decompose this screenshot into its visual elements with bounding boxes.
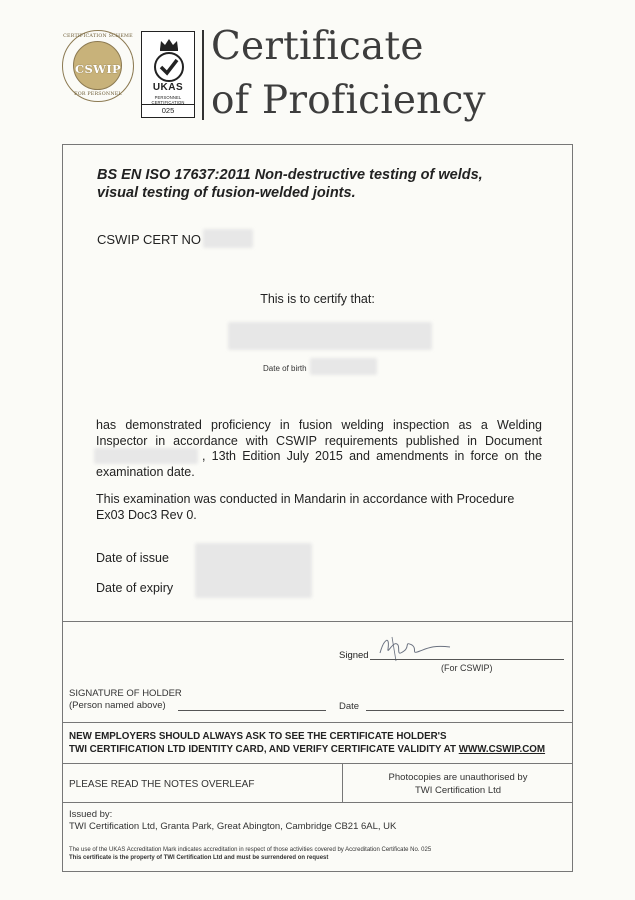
date-label: Date — [339, 701, 360, 712]
notice-line1: NEW EMPLOYERS SHOULD ALWAYS ASK TO SEE THE CERTIFICATE HOLDER'S — [69, 731, 447, 742]
photocopies-line2: TWI Certification Ltd — [414, 785, 502, 796]
checkmark-icon — [154, 52, 184, 82]
divider-issued — [62, 802, 573, 803]
redacted-dob — [310, 358, 377, 375]
certify-text: This is to certify that: — [260, 292, 375, 306]
date-of-expiry-label: Date of expiry — [96, 581, 174, 595]
employer-notice — [69, 730, 569, 756]
cswip-logo — [62, 30, 134, 102]
photocopies-line1: Photocopies are unauthorised by — [388, 772, 528, 783]
dob-label: Date of birth — [263, 364, 307, 373]
para2-line2: Ex03 Doc3 Rev 0. — [96, 507, 197, 522]
para1-line3: , 13th Edition July 2015 and amendments in force on the — [202, 449, 542, 463]
ukas-number: 025 — [142, 104, 194, 117]
scheme-line2: visual testing of fusion-welded joints. — [97, 185, 356, 201]
para1-line1: has demonstrated proficiency in fusion welding inspection as a Welding — [96, 418, 542, 432]
date-of-issue-label: Date of issue — [96, 551, 169, 565]
scheme-title — [97, 166, 527, 202]
header-divider — [202, 30, 204, 120]
holder-signature-label — [69, 688, 182, 712]
issued-by-address: TWI Certification Ltd, Granta Park, Great Abington, Cambridge CB21 6AL, UK — [69, 821, 397, 832]
para2-line1: This examination was conducted in Mandarin in accordance with Procedure — [96, 492, 515, 506]
redacted-document-ref — [94, 448, 198, 464]
cswip-signature-line — [370, 659, 564, 660]
divider-signatures — [62, 621, 573, 622]
redacted-holder-name — [228, 322, 432, 350]
ukas-sub1: PERSONNEL — [154, 95, 182, 100]
photocopies-notice — [343, 771, 573, 797]
page-title-line1: Certificate — [211, 24, 424, 69]
redacted-dates — [195, 543, 312, 598]
seal-word: CSWIP — [75, 62, 121, 76]
fine-print-accreditation: The use of the UKAS Accreditation Mark indicates accreditation in respect of those activities covered by Accreditation Certificate No. 025 — [69, 847, 432, 853]
signed-label: Signed — [339, 650, 369, 661]
holder-line1: SIGNATURE OF HOLDER — [69, 688, 182, 699]
ukas-name: UKAS — [152, 82, 184, 93]
issued-by-label: Issued by: — [69, 809, 113, 820]
para1-line4: examination date. — [96, 464, 195, 479]
ukas-sub2: CERTIFICATION — [151, 100, 185, 105]
notice-line2-text: TWI CERTIFICATION LTD IDENTITY CARD, AND VERIFY CERTIFICATE VALIDITY AT — [69, 744, 459, 755]
divider-notice — [62, 722, 573, 723]
notes-overleaf: PLEASE READ THE NOTES OVERLEAF — [69, 779, 255, 790]
fine-print-property: This certificate is the property of TWI Certification Ltd and must be surrendered on request — [69, 855, 329, 861]
page-title-line2: of Proficiency — [211, 78, 486, 123]
for-cswip-label: (For CSWIP) — [441, 663, 493, 673]
para1-line2: Inspector in accordance with CSWIP requirements published in Document — [96, 433, 542, 448]
divider-notes — [62, 763, 573, 764]
ukas-logo — [141, 31, 195, 118]
seal-ring-bottom: FOR PERSONNEL — [74, 92, 122, 97]
crown-icon — [158, 37, 180, 51]
redacted-cert-no — [203, 229, 253, 248]
notice-line2 — [69, 743, 569, 756]
cswip-website-link[interactable]: WWW.CSWIP.COM — [458, 744, 546, 755]
issued-by — [69, 809, 396, 833]
holder-line2: (Person named above) — [69, 700, 166, 711]
holder-signature-line — [178, 710, 326, 711]
holder-date-line — [366, 710, 564, 711]
cert-no-label: CSWIP CERT NO — [97, 232, 202, 247]
examination-paragraph — [96, 492, 542, 523]
scheme-line1: BS EN ISO 17637:2011 Non-destructive testing of welds, — [97, 167, 483, 183]
seal-ring-top: CERTIFICATION SCHEME — [63, 34, 133, 39]
